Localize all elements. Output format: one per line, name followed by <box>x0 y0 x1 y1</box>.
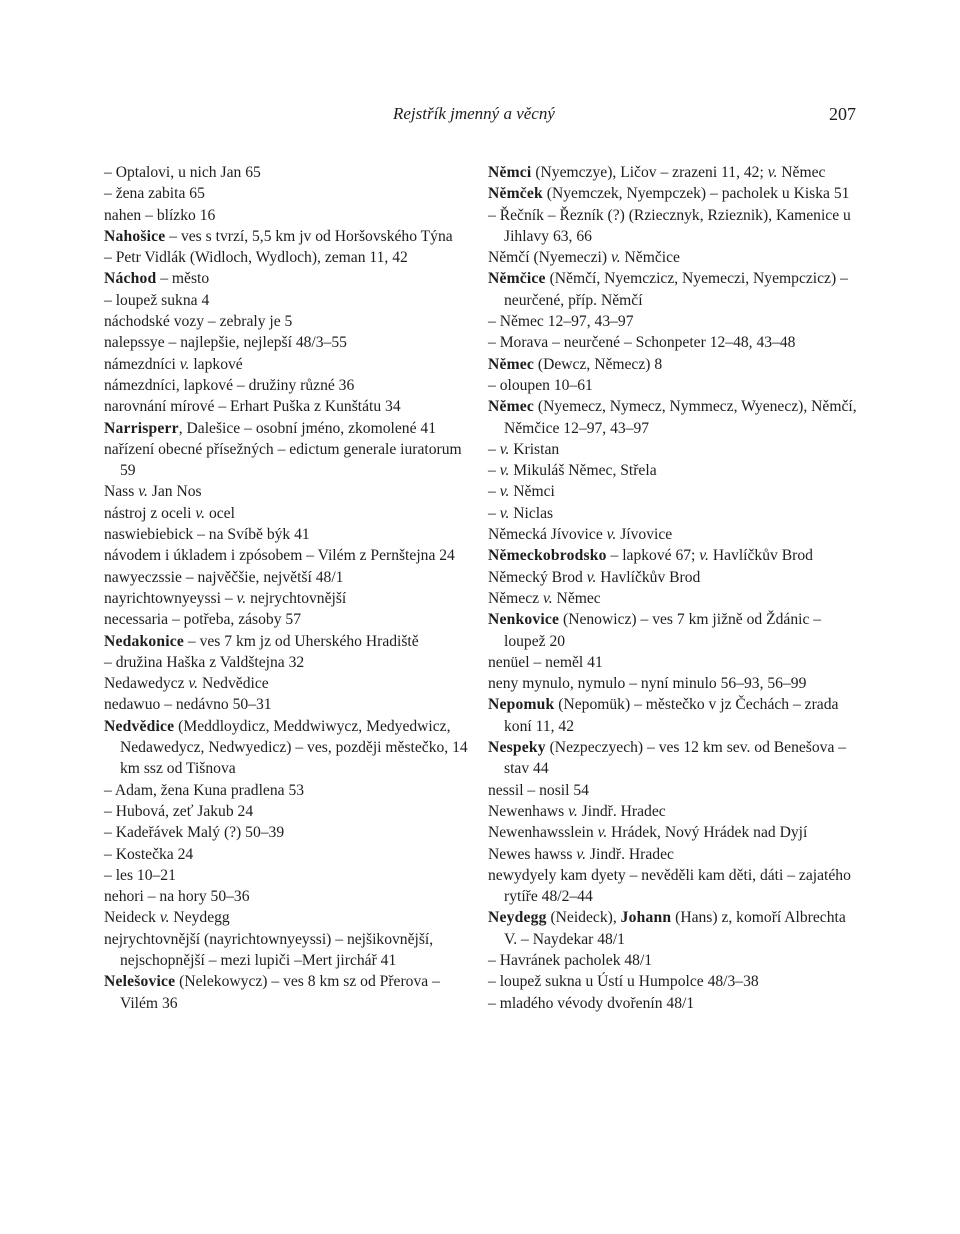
entry-text: námezdníci, lapkové – družiny různé 36 <box>104 376 355 394</box>
entry-text: nayrichtownyeyssi – <box>104 589 237 607</box>
entry-text: (Hans) z, komoří Albrechta V. – Naydekar 48/1 <box>504 909 846 948</box>
index-entry <box>488 311 860 332</box>
index-entry <box>104 481 476 502</box>
entry-see-reference: v. <box>597 824 608 842</box>
index-entry <box>488 481 860 502</box>
entry-text: – Adam, žena Kuna pradlena 53 <box>104 781 305 799</box>
entry-text: Mikuláš Němec, Střela <box>509 462 657 480</box>
entry-see-reference: v. <box>179 355 190 373</box>
entry-see-reference: v. <box>767 164 778 181</box>
index-entry <box>488 652 860 673</box>
entry-text: – Morava – neurčené – Schonpeter 12–48, 43–48 <box>488 334 796 352</box>
entry-text: nalepssye – najlepšie, nejlepší 48/3–55 <box>104 334 347 352</box>
entry-text: – Optalovi, u nich Jan 65 <box>104 164 261 181</box>
entry-text: , Dalešice – osobní jméno, zkomolené 41 <box>178 419 436 437</box>
index-entry <box>488 844 860 865</box>
entry-text: (Nyemczek, Nyempczek) – pacholek u Kiska 51 <box>542 185 850 203</box>
index-entry <box>488 993 860 1014</box>
index-entry <box>104 716 476 780</box>
index-entry <box>104 865 476 886</box>
index-entry <box>104 801 476 822</box>
entry-see-reference: v. <box>236 589 247 607</box>
entry-text: – město <box>156 270 210 288</box>
entry-headword: Němci <box>488 164 532 181</box>
index-entry <box>104 418 476 439</box>
entry-text: Němecz <box>488 589 543 607</box>
index-entry <box>488 354 860 375</box>
index-entry <box>488 865 860 908</box>
entry-headword: Nepomuk <box>488 696 555 714</box>
index-entry <box>104 311 476 332</box>
entry-see-reference: v. <box>499 462 510 480</box>
index-entry <box>104 588 476 609</box>
entry-text: naswiebiebick – na Svíbě býk 41 <box>104 526 310 544</box>
index-entry <box>488 907 860 950</box>
entry-text: – <box>488 483 500 501</box>
entry-see-reference: v. <box>499 504 510 522</box>
entry-text: Jívovice <box>616 526 673 544</box>
entry-headword: Němčice <box>488 270 546 288</box>
entry-see-reference: v. <box>159 909 170 927</box>
entry-text: neny mynulo, nymulo – nyní minulo 56–93, 56–99 <box>488 675 807 693</box>
entry-text: Jan Nos <box>147 483 202 501</box>
entry-text: (Nepomük) – městečko v jz Čechách – zrada koní 11, 42 <box>504 696 839 735</box>
index-entry <box>104 844 476 865</box>
entry-text: nahen – blízko 16 <box>104 206 216 224</box>
entry-headword: Němček <box>488 185 543 203</box>
entry-headword: Nespeky <box>488 739 546 757</box>
entry-text: (Nyemczye), Ličov – zrazeni 11, 42; <box>531 164 768 181</box>
entry-text: (Nyemecz, Nymecz, Nymmecz, Wyenecz), Němčí, Němčice 12–97, 43–97 <box>504 398 857 437</box>
entry-text: Německá Jívovice <box>488 526 607 544</box>
entry-text: Havlíčkův Brod <box>708 547 813 565</box>
page-header <box>0 104 960 130</box>
index-entry <box>488 822 860 843</box>
entry-text: náchodské vozy – zebraly je 5 <box>104 313 293 331</box>
entry-headword: Nenkovice <box>488 611 560 629</box>
index-entry <box>104 162 476 183</box>
entry-text: – <box>488 504 500 522</box>
entry-text: (Nenowicz) – ves 7 km jižně od Ždánic – loupež 20 <box>504 611 822 650</box>
entry-headword: Němec <box>488 398 535 416</box>
entry-see-reference: v. <box>568 802 578 820</box>
entry-text: Neideck <box>104 909 160 927</box>
index-entry <box>488 694 860 737</box>
entry-headword: Náchod <box>104 270 157 288</box>
index-entry <box>488 780 860 801</box>
index-entry <box>488 439 860 460</box>
entry-text: – Kadeřávek Malý (?) 50–39 <box>104 824 285 842</box>
entry-text: – lapkové 67; <box>606 547 700 565</box>
entry-headword: Narrisperr <box>104 419 179 437</box>
entry-text: narovnání mírové – Erhart Puška z Kunštátu 34 <box>104 398 401 416</box>
entry-text: (Němčí, Nyemczicz, Nyemeczi, Nyempczicz) – neurčené, příp. Němčí <box>504 270 848 309</box>
index-entry <box>104 524 476 545</box>
entry-see-reference: v. <box>699 547 709 565</box>
index-entry <box>104 290 476 311</box>
entry-text: nedawuo – nedávno 50–31 <box>104 696 272 714</box>
entry-text: – loupež sukna 4 <box>104 291 210 309</box>
entry-see-reference: v. <box>606 526 617 544</box>
index-entry <box>104 567 476 588</box>
index-entry <box>488 268 860 311</box>
entry-text: nástroj z oceli <box>104 504 196 522</box>
entry-text: nařízení obecné přísežných – edictum generale iuratorum 59 <box>104 440 462 480</box>
index-entry <box>104 780 476 801</box>
entry-headword: Nedvědice <box>104 717 175 735</box>
entry-text: (Dewcz, Němecz) 8 <box>534 355 663 373</box>
entry-see-reference: v. <box>188 675 199 693</box>
index-entry <box>488 332 860 353</box>
index-entry <box>104 886 476 907</box>
index-entry <box>104 694 476 715</box>
entry-headword: Nedakonice <box>104 632 184 650</box>
entry-text: Němčice <box>620 249 680 267</box>
index-entry <box>488 524 860 545</box>
entry-see-reference: v. <box>499 440 510 458</box>
index-entry <box>104 907 476 928</box>
running-title: Rejstřík jmenný a věcný <box>393 104 555 123</box>
index-entry <box>104 396 476 417</box>
index-entry <box>488 247 860 268</box>
entry-text: (Meddloydicz, Meddwiwycz, Medyedwicz, Nedawedycz, Nedwyedicz) – ves, později městečko, 14 km ssz od Tišnova <box>120 717 468 778</box>
entry-text: nehori – na hory 50–36 <box>104 888 250 906</box>
entry-text: Nedawedycz <box>104 675 189 693</box>
index-entry <box>104 609 476 630</box>
entry-text: – žena zabita 65 <box>104 185 205 203</box>
index-entry <box>104 929 476 972</box>
index-entry <box>488 609 860 652</box>
entry-text: Němec <box>777 164 826 181</box>
entry-text: Havlíčkův Brod <box>596 568 701 586</box>
entry-text: Niclas <box>509 504 554 522</box>
entry-text: – ves 7 km jz od Uherského Hradiště <box>183 632 419 650</box>
index-entry <box>488 971 860 992</box>
entry-text: Němec <box>552 589 601 607</box>
entry-text: – loupež sukna u Ústí u Humpolce 48/3–38 <box>488 973 759 991</box>
entry-text: – Havránek pacholek 48/1 <box>488 951 653 969</box>
index-entry <box>104 268 476 289</box>
entry-see-reference: v. <box>542 589 553 607</box>
entry-text: – Petr Vidlák (Widloch, Wydloch), zeman 11, 42 <box>104 249 408 267</box>
entry-text: lapkové <box>189 355 243 373</box>
entry-text: nawyeczssie – najvěčšie, největší 48/1 <box>104 568 344 586</box>
page-number: 207 <box>829 104 856 124</box>
entry-text: nenüel – neměl 41 <box>488 653 603 671</box>
index-entry <box>104 503 476 524</box>
entry-text: – ves s tvrzí, 5,5 km jv od Horšovského Týna <box>165 227 453 245</box>
entry-text: – <box>488 462 500 480</box>
index-entry <box>488 396 860 439</box>
entry-text: – družina Haška z Valdštejna 32 <box>104 653 305 671</box>
index-entry <box>104 822 476 843</box>
entry-text: nejrychtovnější (nayrichtownyeyssi) – nejšikovnější, nejschopnější – mezi lupiči –Mert jirchář 41 <box>104 930 434 969</box>
entry-text: – Kostečka 24 <box>104 845 194 863</box>
entry-text: Německý Brod <box>488 568 587 586</box>
entry-see-reference: v. <box>195 504 206 522</box>
entry-text: necessaria – potřeba, zásoby 57 <box>104 611 302 629</box>
entry-text: Nass <box>104 483 139 501</box>
entry-text: ocel <box>205 504 235 522</box>
entry-text: – oloupen 10–61 <box>488 376 593 394</box>
entry-text: Newenhaws <box>488 802 569 820</box>
entry-text: Hrádek, Nový Hrádek nad Dyjí <box>607 824 808 842</box>
index-entry <box>488 162 860 183</box>
index-entry <box>104 332 476 353</box>
entry-see-reference: v. <box>576 845 587 863</box>
entry-text: Nedvědice <box>198 675 269 693</box>
entry-text: (Neideck), <box>546 909 621 927</box>
index-column-right <box>488 162 860 1014</box>
entry-headword: Německobrodsko <box>488 547 607 565</box>
entry-see-reference: v. <box>138 483 148 501</box>
index-entry <box>104 439 476 482</box>
index-entry <box>488 567 860 588</box>
entry-text: – les 10–21 <box>104 866 176 884</box>
entry-see-reference: v. <box>586 568 597 586</box>
index-entry <box>104 226 476 247</box>
entry-text: Neydegg <box>169 909 230 927</box>
index-entry <box>104 631 476 652</box>
index-column-left <box>104 162 476 1014</box>
entry-see-reference: v. <box>499 483 510 501</box>
index-entry <box>104 375 476 396</box>
index-entry <box>488 737 860 780</box>
entry-text: Newes hawss <box>488 845 577 863</box>
entry-text: námezdníci <box>104 355 180 373</box>
index-entry <box>488 950 860 971</box>
entry-headword: Nelešovice <box>104 973 176 991</box>
entry-see-reference: v. <box>610 249 621 267</box>
entry-text: nejrychtovnější <box>246 589 347 607</box>
entry-text: (Nezpeczyech) – ves 12 km sev. od Benešova – stav 44 <box>504 739 847 778</box>
index-entry <box>488 545 860 566</box>
index-entry <box>488 673 860 694</box>
entry-text: Jindř. Hradec <box>577 802 666 820</box>
entry-text: Kristan <box>509 440 560 458</box>
index-entry <box>488 503 860 524</box>
entry-text: – Němec 12–97, 43–97 <box>488 313 634 331</box>
index-entry <box>488 183 860 204</box>
entry-text: – Hubová, zeť Jakub 24 <box>104 802 254 820</box>
entry-text: – mladého vévody dvořenín 48/1 <box>488 994 695 1012</box>
index-entry <box>104 205 476 226</box>
entry-text: Newenhawsslein <box>488 824 598 842</box>
index-entry <box>104 545 476 566</box>
index-entry <box>488 588 860 609</box>
index-entry <box>104 673 476 694</box>
entry-text: newydyely kam dyety – nevěděli kam děti, dáti – zajatého rytíře 48/2–44 <box>488 866 851 906</box>
index-entry <box>488 460 860 481</box>
index-entry <box>104 354 476 375</box>
index-entry <box>488 801 860 822</box>
entry-text: návodem i úkladem i zpósobem – Vilém z Pernštejna 24 <box>104 547 455 565</box>
entry-text: nessil – nosil 54 <box>488 781 589 799</box>
entry-text: Němci <box>509 483 555 501</box>
index-entry <box>488 375 860 396</box>
index-entry <box>104 247 476 268</box>
entry-headword: Němec <box>488 355 535 373</box>
entry-text: (Nelekowycz) – ves 8 km sz od Přerova – Vilém 36 <box>120 973 440 1012</box>
entry-text: Jindř. Hradec <box>586 845 674 863</box>
index-entry <box>488 205 860 248</box>
index-entry <box>104 652 476 673</box>
entry-text: – <box>488 440 500 458</box>
entry-text: – Řečník – Řezník (?) (Rziecznyk, Rzieznik), Kamenice u Jihlavy 63, 66 <box>488 206 851 245</box>
entry-headword: Johann <box>620 909 672 927</box>
entry-text: Němčí (Nyemeczi) <box>488 249 611 267</box>
index-entry <box>104 183 476 204</box>
index-entry <box>104 971 476 1014</box>
entry-headword: Nahošice <box>104 227 166 245</box>
entry-headword: Neydegg <box>488 909 547 927</box>
